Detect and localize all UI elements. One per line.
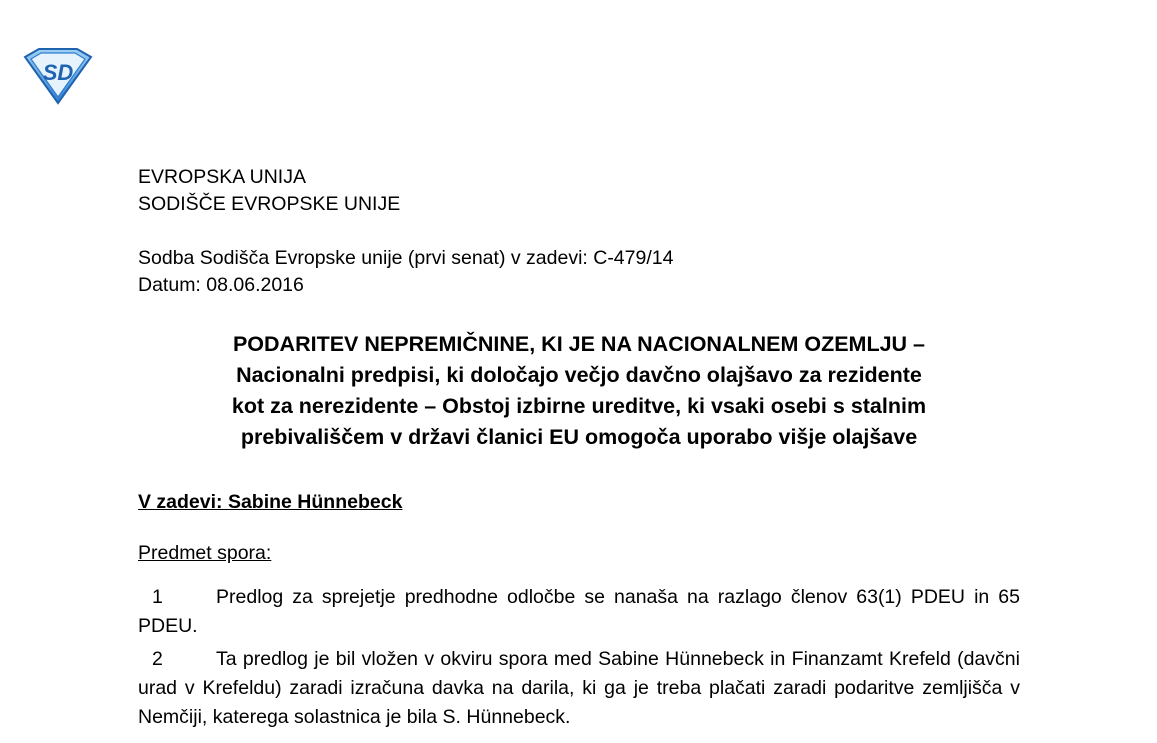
judgment-reference: Sodba Sodišča Evropske unije (prvi senat) v zadevi: C-479/14 [138,247,674,269]
header-court: SODIŠČE EVROPSKE UNIJE [138,193,401,215]
sd-shield-logo-icon [21,47,95,105]
subject-heading: Predmet spora: [138,542,272,564]
case-heading: V zadevi: Sabine Hünnebeck [138,491,403,513]
document-page [138,164,1020,732]
title-line: Nacionalni predpisi, ki določajo večjo davčno olajšavo za rezidente [236,363,922,387]
paragraph-number: 1 [152,586,163,608]
paragraph [138,583,1020,641]
paragraph-text: Predlog za sprejetje predhodne odločbe se nanaša na razlago členov 63(1) PDEU in 65 PDEU. [138,586,1020,637]
svg-text:SD: SD [42,60,74,85]
paragraph-number: 2 [152,648,163,670]
paragraph-text: Ta predlog je bil vložen v okviru spora med Sabine Hünnebeck in Finanzamt Krefeld (davčni urad v Krefeldu) zaradi izračuna davka na darila, ki ga je treba plačati zaradi podaritve zemljišča v Nemčiji, katerega solastnica je bila S. Hünnebeck. [138,648,1020,728]
title-line: PODARITEV NEPREMIČNINE, KI JE NA NACIONALNEM OZEMLJU – [232,332,926,356]
title-line: kot za nerezidente – Obstoj izbirne ureditve, ki vsaki osebi s stalnim [231,394,927,418]
title-line: prebivališčem v državi članici EU omogoča uporabo višje olajšave [240,425,918,449]
header-union: EVROPSKA UNIJA [138,166,306,188]
paragraph [138,645,1020,732]
document-title [138,329,1020,453]
judgment-date: Datum: 08.06.2016 [138,274,304,296]
